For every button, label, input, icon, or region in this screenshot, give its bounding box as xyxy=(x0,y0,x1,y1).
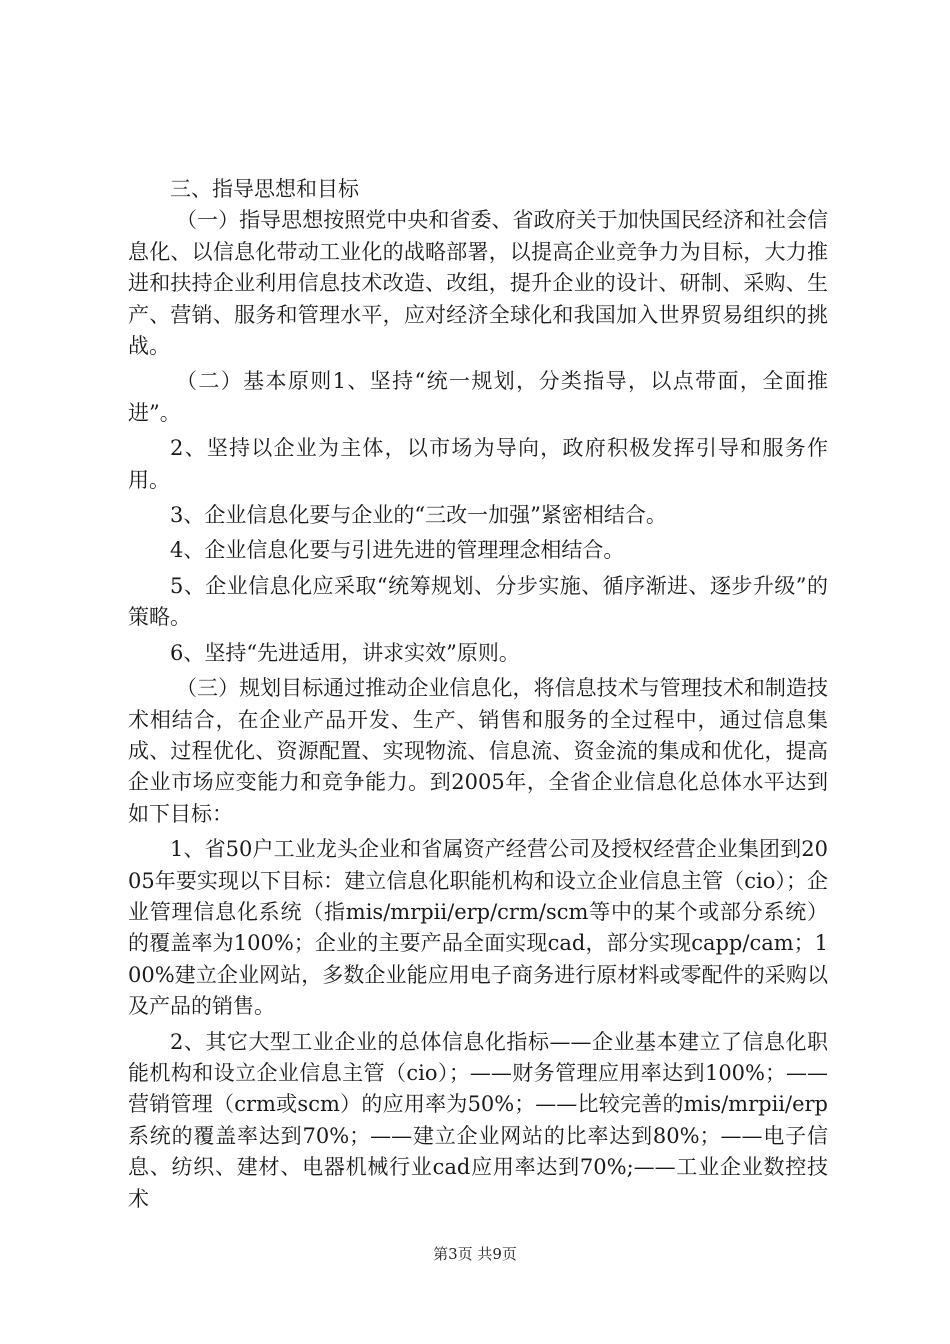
principle-5-paragraph: 5、企业信息化应采取“统筹规划、分步实施、循序渐进、逐步升级”的策略。 xyxy=(128,573,828,630)
planning-goals-paragraph: （三）规划目标通过推动企业信息化，将信息技术与管理技术和制造技术相结合，在企业产品开发、生产、销售和服务的全过程中，通过信息集成、过程优化、资源配置、实现物流、信息流、资金流的集成和优化，提高企业市场应变能力和竞争能力。到2005年，全省企业信息化总体水平达到如下目标： xyxy=(128,676,828,826)
section-heading: 三、指导思想和目标 xyxy=(170,177,359,201)
principle-3-paragraph: 3、企业信息化要与企业的“三改一加强”紧密相结合。 xyxy=(170,503,667,528)
principle-2-paragraph: 2、坚持以企业为主体，以市场为导向，政府积极发挥引导和服务作用。 xyxy=(128,436,828,492)
page-footer xyxy=(0,1244,950,1264)
principle-6-paragraph: 6、坚持“先进适用，讲求实效”原则。 xyxy=(170,640,520,665)
document-body xyxy=(128,174,828,1215)
page-number-label: 第3页 共9页 xyxy=(433,1245,517,1263)
principle-4-paragraph: 4、企业信息化要与引进先进的管理理念相结合。 xyxy=(170,538,625,563)
goal-1-paragraph: 1、省50户工业龙头企业和省属资产经营公司及授权经营企业集团到2005年要实现以下目标：建立信息化职能机构和设立企业信息主管（cio）；企业管理信息化系统（指mis/mrpii/erp/crm/scm等中的某个或部分系统）的覆盖率为100%；企业的主要产品全面实现cad，部分实现capp/cam；100%建立企业网站，多数企业能应用电子商务进行原材料或零配件的采购以及产品的销售。 xyxy=(128,837,828,1019)
guiding-idea-paragraph: （一）指导思想按照党中央和省委、省政府关于加快国民经济和社会信息化、以信息化带动工业化的战略部署，以提高企业竞争力为目标，大力推进和扶持企业利用信息技术改造、改组，提升企业的设计、研制、采购、生产、营销、服务和管理水平，应对经济全球化和我国加入世界贸易组织的挑战。 xyxy=(128,208,828,359)
goal-2-paragraph: 2、其它大型工业企业的总体信息化指标——企业基本建立了信息化职能机构和设立企业信息主管（cio）；——财务管理应用率达到100%；——营销管理（crm或scm）的应用率为50%；——比较完善的mis/mrpii/erp系统的覆盖率达到70%；——建立企业网站的比率达到80%；——电子信息、纺织、建材、电器机械行业cad应用率达到70%;——工业企业数控技术 xyxy=(128,1029,828,1211)
basic-principles-paragraph: （二）基本原则1、坚持“统一规划，分类指导，以点带面，全面推进”。 xyxy=(128,369,828,425)
